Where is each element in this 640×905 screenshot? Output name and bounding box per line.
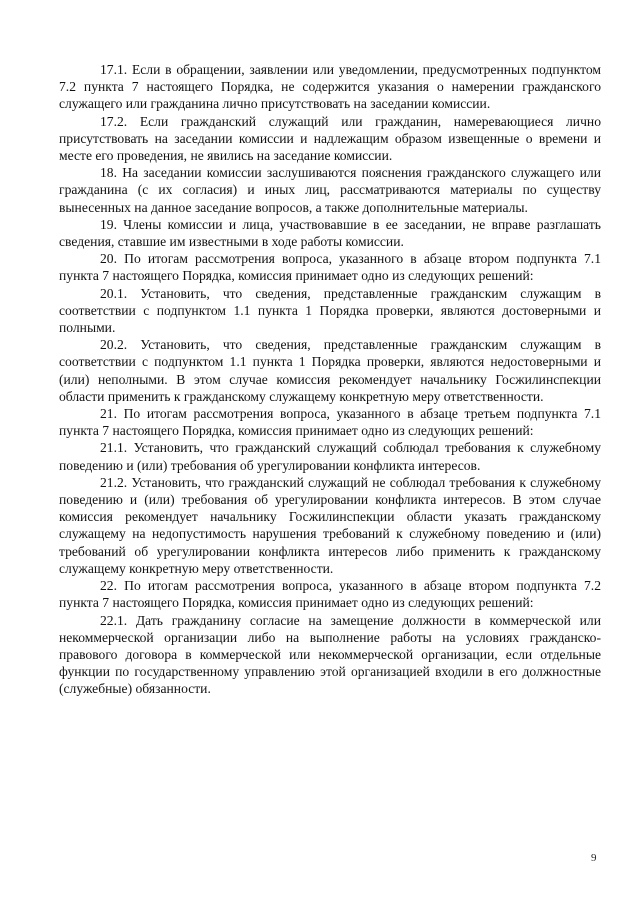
paragraph-21: 21. По итогам рассмотрения вопроса, указанного в абзаце третьем подпункта 7.1 пункта 7 настоящего Порядка, комиссия принимает одно из следующих решений: (59, 406, 601, 439)
paragraph-20-2: 20.2. Установить, что сведения, представленные гражданским служащим в соответствии с подпунктом 1.1 пункта 1 Порядка проверки, являются недостоверными и (или) неполными. В этом случае комиссия рекомендует начальнику Госжилинспекции области применить к гражданскому служащему конкретную меру ответственности. (59, 337, 601, 404)
paragraph-17-2: 17.2. Если гражданский служащий или гражданин, намеревающиеся лично присутствовать на заседании комиссии и надлежащим образом извещенные о времени и месте его проведения, не явились на заседание комиссии. (59, 113, 601, 164)
paragraph-21-2: 21.2. Установить, что гражданский служащий не соблюдал требования к служебному поведению и (или) требования об урегулировании конфликта интересов. В этом случае комиссия рекомендует начальнику Госжилинспекции области указать гражданскому служащему на недопустимость нарушения требований к служебному поведению и (или) требований об урегулировании конфликта интересов либо применить к гражданскому служащему конкретную меру ответственности. (59, 474, 601, 576)
paragraph-22: 22. По итогам рассмотрения вопроса, указанного в абзаце втором подпункта 7.2 пункта 7 настоящего Порядка, комиссия принимает одно из следующих решений: (59, 578, 601, 611)
paragraph-22-1: 22.1. Дать гражданину согласие на замещение должности в коммерческой или некоммерческой организации либо на выполнение работы на условиях гражданско-правового договора в коммерческой или некоммерческой организации, если отдельные функции по государственному управлению этой организацией входили в его должностные (служебные) обязанности. (59, 612, 601, 697)
paragraph-20: 20. По итогам рассмотрения вопроса, указанного в абзаце втором подпункта 7.1 пункта 7 настоящего Порядка, комиссия принимает одно из следующих решений: (59, 251, 601, 284)
document-page (59, 61, 601, 698)
paragraph-20-1: 20.1. Установить, что сведения, представленные гражданским служащим в соответствии с подпунктом 1.1 пункта 1 Порядка проверки, являются достоверными и полными. (59, 285, 601, 336)
page-number: 9 (591, 852, 597, 864)
paragraph-17-1: 17.1. Если в обращении, заявлении или уведомлении, предусмотренных подпунктом 7.2 пункта 7 настоящего Порядка, не содержится указания о намерении гражданского служащего или гражданина лично присутствовать на заседании комиссии. (59, 62, 601, 112)
paragraph-21-1: 21.1. Установить, что гражданский служащий соблюдал требования к служебному поведению и (или) требования об урегулировании конфликта интересов. (59, 440, 601, 473)
paragraph-18: 18. На заседании комиссии заслушиваются пояснения гражданского служащего или гражданина (с их согласия) и иных лиц, рассматриваются материалы по существу вынесенных на данное заседание вопросов, а также дополнительные материалы. (59, 165, 601, 215)
paragraph-19: 19. Члены комиссии и лица, участвовавшие в ее заседании, не вправе разглашать сведения, ставшие им известными в ходе работы комиссии. (59, 216, 601, 250)
